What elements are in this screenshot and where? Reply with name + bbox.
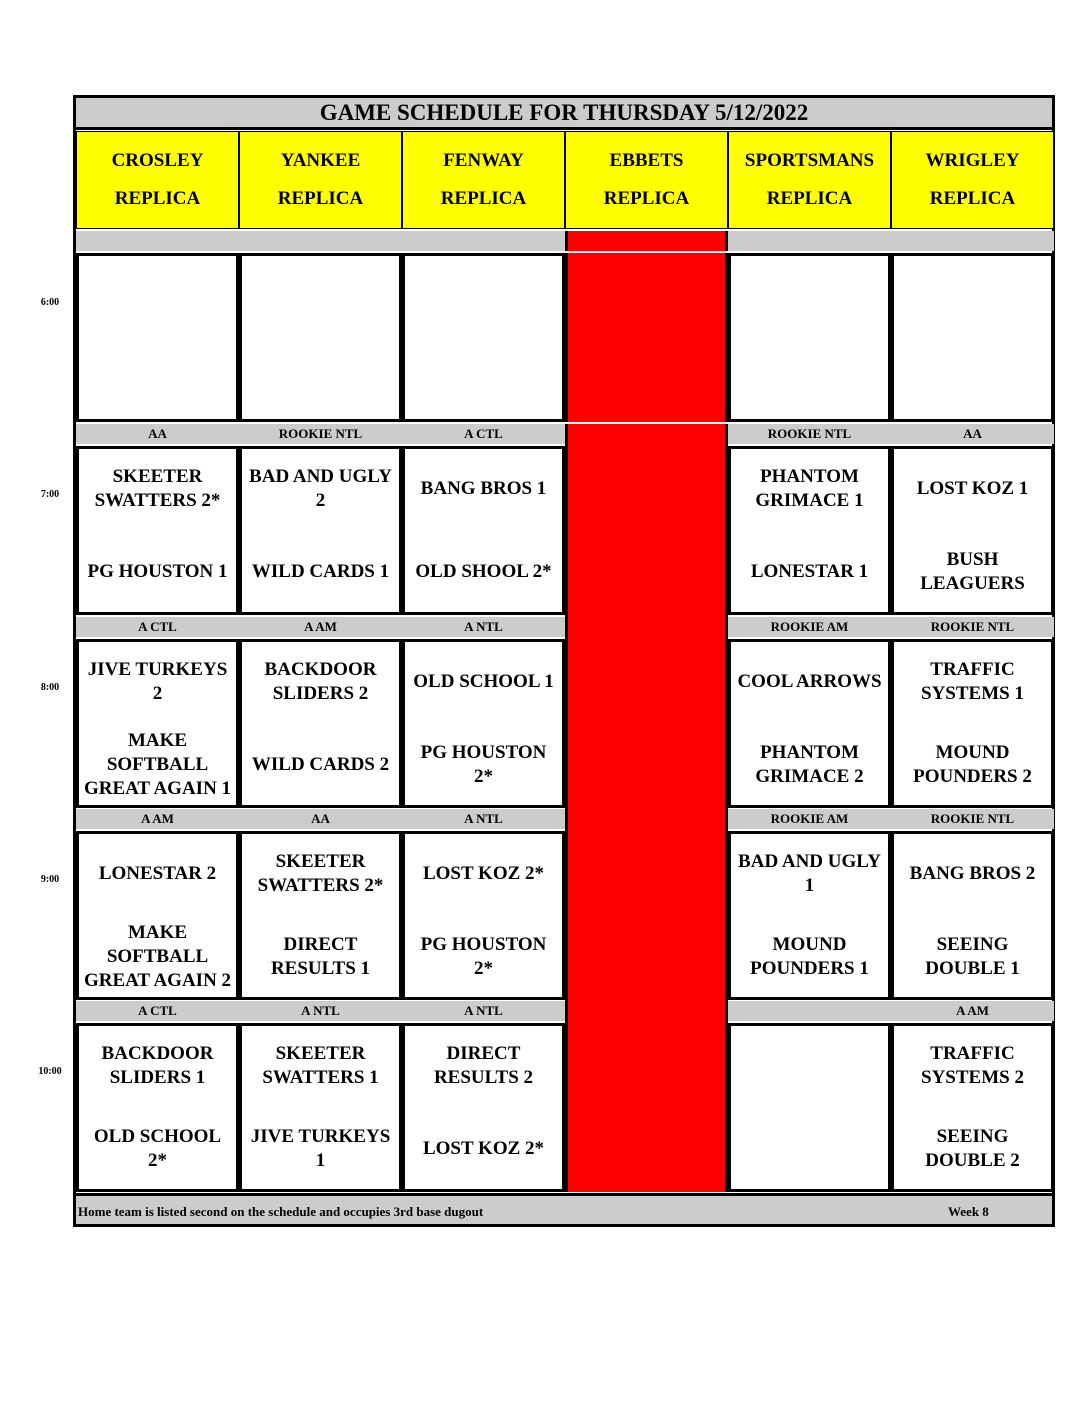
home-team: WILD CARDS 2 [251, 754, 390, 775]
game-cell [891, 446, 1054, 615]
schedule-title: GAME SCHEDULE FOR THURSDAY 5/12/2022 [76, 98, 1052, 130]
division-label: AA [76, 424, 239, 444]
time-label: 8:00 [40, 682, 60, 693]
footer-note: Home team is listed second on the schedule and occupies 3rd base dugout [78, 1204, 484, 1219]
game-cell [239, 639, 402, 808]
home-team: LOST KOZ 2* [422, 1138, 545, 1159]
away-team: BACKDOOR SLIDERS 1 [101, 1043, 214, 1088]
home-team: PG HOUSTON 1 [87, 561, 228, 582]
division-label: ROOKIE NTL [891, 617, 1054, 637]
division-label: ROOKIE NTL [728, 424, 891, 444]
home-team: SEEING DOUBLE 1 [925, 934, 1020, 979]
home-team: MAKE SOFTBALL GREAT AGAIN 2 [83, 922, 232, 991]
away-team: JIVE TURKEYS 2 [87, 659, 228, 704]
home-team: JIVE TURKEYS 1 [250, 1126, 391, 1171]
field-header [402, 131, 565, 229]
home-team [79, 340, 236, 418]
field-subtitle: REPLICA [603, 188, 690, 209]
home-team: MOUND POUNDERS 1 [750, 934, 869, 979]
game-cell [239, 446, 402, 615]
division-label: A CTL [76, 617, 239, 637]
game-cell [891, 831, 1054, 1000]
away-team [894, 259, 1051, 333]
away-team: DIRECT RESULTS 2 [433, 1043, 534, 1088]
home-team: PHANTOM GRIMACE 2 [755, 742, 864, 787]
away-team: LOST KOZ 2* [422, 863, 545, 884]
field-name: WRIGLEY [925, 150, 1020, 171]
game-cell [76, 253, 239, 422]
division-label [891, 231, 1054, 251]
home-team: DIRECT RESULTS 1 [270, 934, 371, 979]
division-label: A NTL [239, 1001, 402, 1021]
field-subtitle: REPLICA [766, 188, 853, 209]
game-cell [728, 446, 891, 615]
game-cell [76, 831, 239, 1000]
game-cell [239, 831, 402, 1000]
game-cell [891, 639, 1054, 808]
game-cell [239, 1023, 402, 1192]
time-label: 10:00 [38, 1066, 62, 1077]
division-label [239, 231, 402, 251]
division-label: A AM [891, 1001, 1054, 1021]
field-name: FENWAY [443, 150, 524, 171]
game-cell [728, 1023, 891, 1192]
game-cell [402, 1023, 565, 1192]
division-label: A CTL [76, 1001, 239, 1021]
away-team: COOL ARROWS [737, 671, 882, 692]
away-team [242, 259, 399, 333]
game-cell [76, 639, 239, 808]
home-team: PG HOUSTON 2* [420, 742, 547, 787]
away-team: PHANTOM GRIMACE 1 [755, 466, 864, 511]
game-cell [402, 446, 565, 615]
away-team: BAD AND UGLY 2 [249, 466, 392, 511]
away-team: TRAFFIC SYSTEMS 1 [921, 659, 1024, 704]
home-team: BUSH LEAGUERS [920, 549, 1025, 594]
division-label: ROOKIE NTL [239, 424, 402, 444]
field-name: EBBETS [609, 150, 684, 171]
home-team [894, 340, 1051, 418]
game-cell [728, 639, 891, 808]
game-cell [728, 253, 891, 422]
field-name: YANKEE [280, 150, 361, 171]
home-team: SEEING DOUBLE 2 [925, 1126, 1020, 1171]
away-team: LONESTAR 2 [98, 863, 217, 884]
away-team: SKEETER SWATTERS 1 [262, 1043, 379, 1088]
closed-field-block [565, 253, 728, 422]
field-subtitle: REPLICA [440, 188, 527, 209]
time-label: 6:00 [40, 297, 60, 308]
game-cell [728, 831, 891, 1000]
home-team: MOUND POUNDERS 2 [913, 742, 1032, 787]
division-label [728, 1001, 891, 1021]
field-name: CROSLEY [111, 150, 204, 171]
division-label: A NTL [402, 1001, 565, 1021]
field-header [891, 131, 1054, 229]
division-label: A AM [76, 809, 239, 829]
field-header [239, 131, 402, 229]
home-team: LONESTAR 1 [750, 561, 869, 582]
time-label: 7:00 [40, 489, 60, 500]
division-label [402, 231, 565, 251]
away-team: LOST KOZ 1 [916, 478, 1029, 499]
game-cell [402, 639, 565, 808]
division-label: ROOKIE AM [728, 617, 891, 637]
away-team [79, 259, 236, 333]
home-team: MAKE SOFTBALL GREAT AGAIN 1 [83, 730, 232, 799]
game-cell [402, 253, 565, 422]
game-cell [402, 831, 565, 1000]
home-team: WILD CARDS 1 [251, 561, 390, 582]
away-team: BANG BROS 2 [909, 863, 1036, 884]
away-team: TRAFFIC SYSTEMS 2 [921, 1043, 1024, 1088]
home-team: PG HOUSTON 2* [420, 934, 547, 979]
division-label: A CTL [402, 424, 565, 444]
field-subtitle: REPLICA [114, 188, 201, 209]
week-label: Week 8 [948, 1204, 989, 1219]
home-team [731, 1110, 888, 1188]
division-label: A NTL [402, 809, 565, 829]
away-team [405, 259, 562, 333]
field-header [76, 131, 239, 229]
closed-field-strip [565, 424, 728, 1192]
home-team [405, 340, 562, 418]
away-team: BANG BROS 1 [420, 478, 547, 499]
away-team: BACKDOOR SLIDERS 2 [264, 659, 377, 704]
game-cell [891, 253, 1054, 422]
away-team [731, 1029, 888, 1103]
home-team [731, 340, 888, 418]
away-team: SKEETER SWATTERS 2* [94, 466, 221, 511]
away-team [731, 259, 888, 333]
division-label: ROOKIE AM [728, 809, 891, 829]
time-label: 9:00 [40, 874, 60, 885]
game-cell [239, 253, 402, 422]
away-team: OLD SCHOOL 1 [413, 671, 554, 692]
division-label: ROOKIE NTL [891, 809, 1054, 829]
away-team: BAD AND UGLY 1 [738, 851, 881, 896]
schedule-footer [76, 1193, 1052, 1224]
game-cell [76, 446, 239, 615]
division-label [76, 231, 239, 251]
field-subtitle: REPLICA [277, 188, 364, 209]
game-cell [891, 1023, 1054, 1192]
field-header [565, 131, 728, 229]
field-subtitle: REPLICA [929, 188, 1016, 209]
division-label: AA [891, 424, 1054, 444]
division-label: A NTL [402, 617, 565, 637]
division-label [728, 231, 891, 251]
closed-division-bar [565, 231, 728, 251]
away-team: SKEETER SWATTERS 2* [257, 851, 384, 896]
field-header [728, 131, 891, 229]
home-team [242, 340, 399, 418]
home-team: OLD SCHOOL 2* [93, 1126, 222, 1171]
field-name: SPORTSMANS [744, 150, 875, 171]
division-label: AA [239, 809, 402, 829]
division-label: A AM [239, 617, 402, 637]
game-cell [76, 1023, 239, 1192]
home-team: OLD SHOOL 2* [415, 561, 552, 582]
